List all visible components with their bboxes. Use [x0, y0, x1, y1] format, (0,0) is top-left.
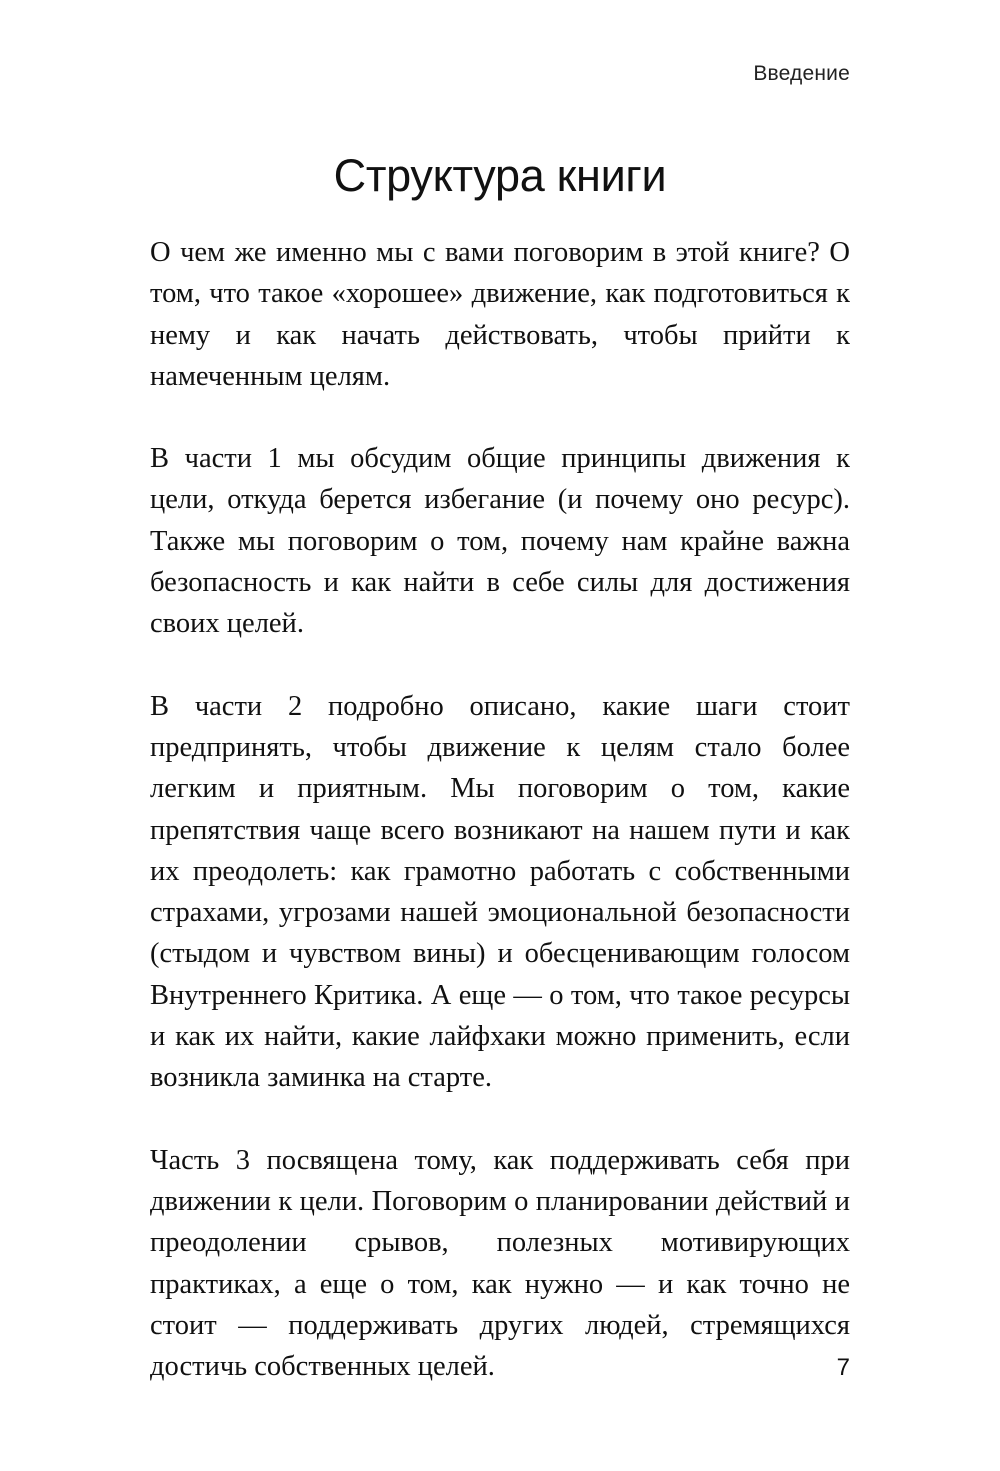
running-header: Введение — [753, 62, 850, 85]
paragraph-part-1: В части 1 мы обсудим общие принципы движения к цели, откуда берется избегание (и почему оно ресурс). Также мы поговорим о том, почему нам крайне важна безопасность и как найти в себе силы для достижения своих целей. — [150, 443, 850, 640]
paragraph-intro: О чем же именно мы с вами поговорим в этой книге? О том, что такое «хорошее» движение, как подготовиться к нему и как начать действовать, чтобы прийти к намеченным целям. — [150, 237, 850, 392]
chapter-title: Структура книги — [333, 150, 667, 201]
page-number: 7 — [836, 1354, 850, 1381]
body-text — [150, 232, 850, 1387]
paragraph-part-2: В части 2 подробно описано, какие шаги стоит предпринять, чтобы движение к целям стало более легким и приятным. Мы поговорим о том, какие препятствия чаще всего возникают на нашем пути и как их преодолеть: как грамотно работать с собственными страхами, угрозами нашей эмоциональной безопасности (стыдом и чувством вины) и обесценивающим голосом Внутреннего Критика. А еще — о том, что такое ресурсы и как их найти, какие лайфхаки можно применить, если возникла заминка на старте. — [150, 690, 850, 1094]
paragraph-part-3: Часть 3 посвящена тому, как поддерживать себя при движении к цели. Поговорим о планировании действий и преодолении срывов, полезных мотивирующих практиках, а еще о том, как нужно — и как точно не стоит — поддерживать других людей, стремящихся достичь собственных целей. — [150, 1144, 850, 1383]
